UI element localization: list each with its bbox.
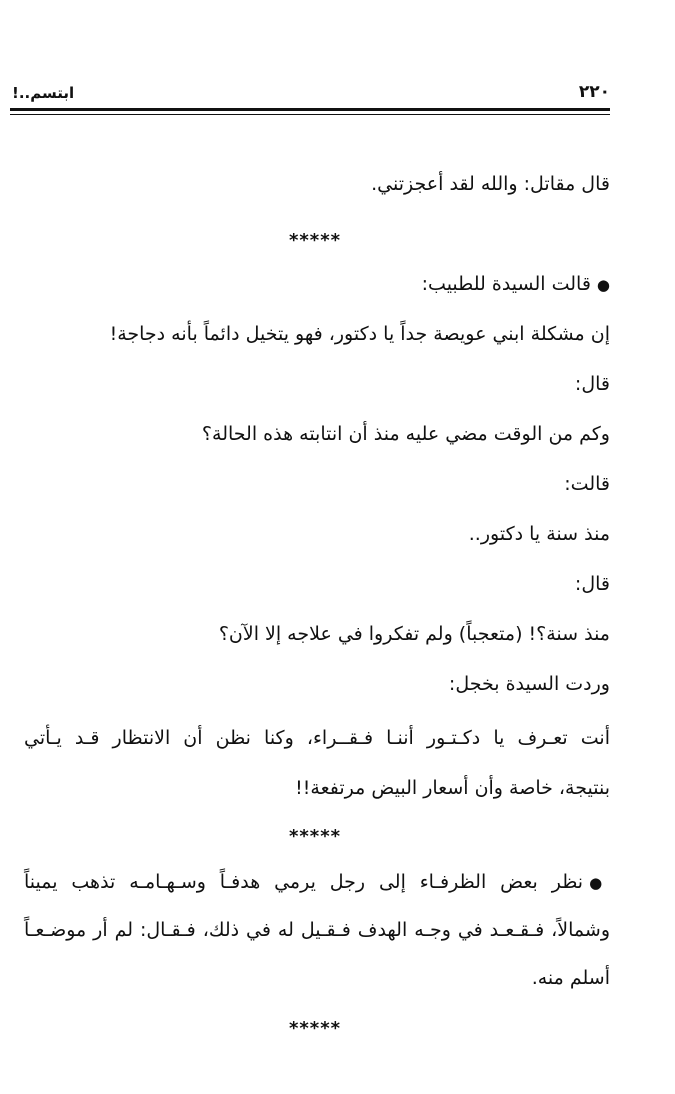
header-rule-thick bbox=[10, 108, 610, 111]
text-span: نظر بعض الظرفـاء إلى رجل يرمي هدفـاً وسـهـامـه تذهب يميناً bbox=[24, 871, 584, 893]
text-line: أنت تعـرف يا دكـتـور أننـا فـقــراء، وكنا نظن أن الانتظار قـد يـأتي bbox=[24, 727, 610, 749]
text-line: منذ سنة؟! (متعجباً) ولم تفكروا في علاجه إلا الآن؟ bbox=[218, 623, 610, 645]
bullet-icon: ● bbox=[589, 874, 611, 892]
text-line: قالت: bbox=[564, 473, 610, 495]
text-line: قال: bbox=[574, 573, 610, 595]
text-line: منذ سنة يا دكتور.. bbox=[468, 523, 610, 545]
text-line: إن مشكلة ابني عويصة جداً يا دكتور، فهو يتخيل دائماً بأنه دجاجة! bbox=[109, 323, 610, 345]
text-line: أسلم منه. bbox=[531, 967, 610, 989]
running-title: ابتسم..! bbox=[12, 84, 75, 102]
header-rule-thin bbox=[10, 114, 610, 115]
text-line bbox=[24, 868, 610, 897]
section-separator: ***** bbox=[288, 230, 342, 251]
text-line bbox=[24, 270, 610, 299]
text-line: وكم من الوقت مضي عليه منذ أن انتابته هذه الحالة؟ bbox=[201, 423, 610, 445]
bullet-icon: ● bbox=[596, 276, 610, 294]
text-line: قال مقاتل: والله لقد أعجزتني. bbox=[371, 173, 610, 195]
text-line: بنتيجة، خاصة وأن أسعار البيض مرتفعة!! bbox=[295, 777, 610, 799]
section-separator: ***** bbox=[288, 1018, 342, 1039]
text-line: وردت السيدة بخجل: bbox=[448, 673, 610, 695]
page-number: ٢٢٠ bbox=[578, 82, 610, 102]
text-span: قالت السيدة للطبيب: bbox=[421, 273, 591, 295]
text-line: وشمالاً، فـقـعـد في وجـه الهدف فـقـيل له في ذلك، فـقـال: لم أر موضـعـاً bbox=[24, 919, 610, 941]
section-separator: ***** bbox=[288, 826, 342, 847]
text-line: قال: bbox=[574, 373, 610, 395]
page-header bbox=[12, 84, 610, 108]
